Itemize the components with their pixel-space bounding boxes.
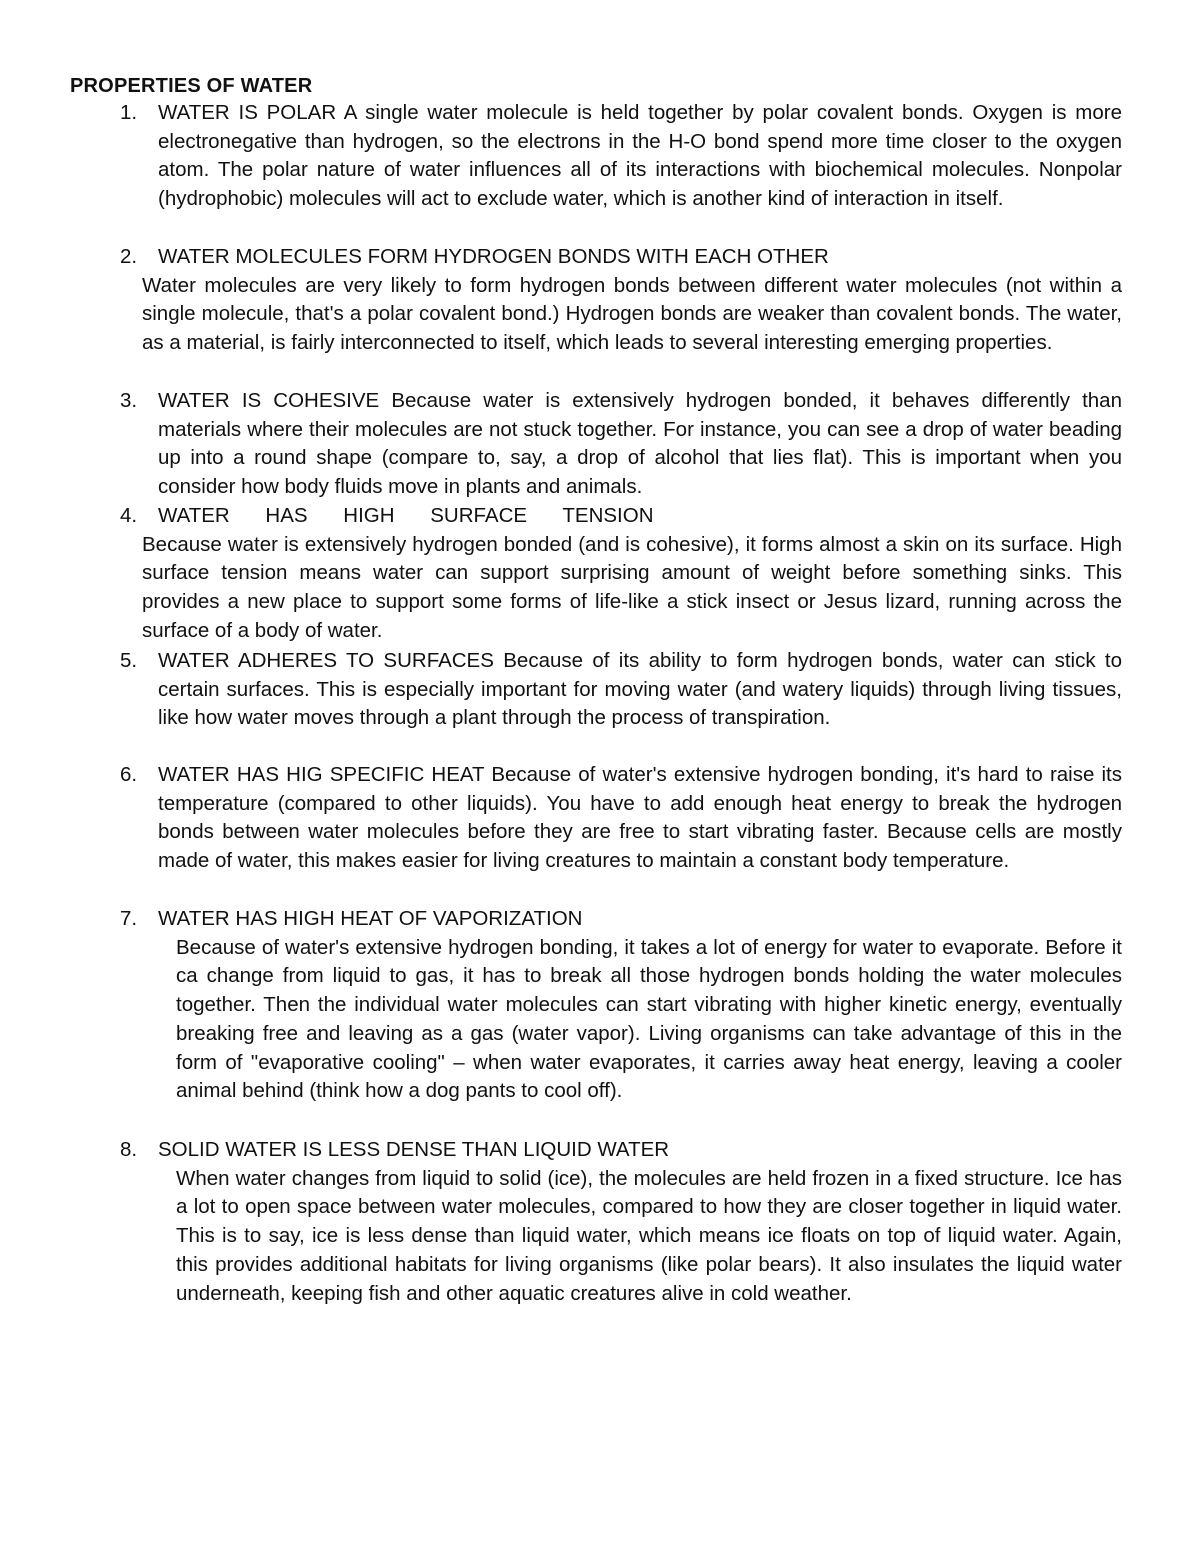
item-heading: WATER HAS HIGH HEAT OF VAPORIZATION — [158, 907, 583, 930]
list-item-7 — [120, 905, 1122, 1106]
item-number: 2. — [120, 245, 138, 268]
item-body: Because of water's extensive hydrogen bonding, it's hard to raise its temperature (compared to other liquids). You have to add enough heat energy to break the hydrogen bonds between water molecules before they are free to start vibrating faster. Because cells are mostly made of water, this makes easier for living creatures to maintain a constant body temperature. — [158, 763, 1123, 873]
item-text — [158, 387, 1122, 502]
item-body: Because of its ability to form hydrogen bonds, water can stick to certain surfaces. This is especially important for moving water (and watery liquids) through living tissues, like how water moves through a plant through the process of transpiration. — [158, 649, 1122, 730]
item-text — [158, 99, 1122, 214]
item-heading: WATER IS POLAR — [158, 101, 337, 124]
item-body: A single water molecule is held together by polar covalent bonds. Oxygen is more electronegative than hydrogen, so the electrons in the H-O bond spend more time closer to the oxygen atom. The polar nature of water influences all of its interactions with biochemical molecules. Nonpolar (hydrophobic) molecules will act to exclude water, which is another kind of interaction in itself. — [158, 101, 1122, 211]
item-number: 6. — [120, 763, 138, 786]
item-body: Water molecules are very likely to form hydrogen bonds between different water molecules (not within a single molecule, that's a polar covalent bond.) Hydrogen bonds are weaker than covalent bonds. The water, as a material, is fairly interconnected to itself, which leads to several interesting emerging properties. — [142, 273, 1122, 355]
item-heading: WATER IS COHESIVE — [158, 389, 380, 412]
list-item-2 — [120, 243, 1122, 358]
item-body: Because of water's extensive hydrogen bonding, it takes a lot of energy for water to evaporate. Before it ca change from liquid to gas, it has to break all those hydrogen bonds holding the water molecules together. Then the individual water molecules can start vibrating with higher kinetic energy, eventually breaking free and leaving as a gas (water vapor). Living organisms can take advantage of this in the form of "evaporative cooling" – when water evaporates, it carries away heat energy, leaving a cooler animal behind (think how a dog pants to cool off). — [176, 935, 1122, 1103]
list-item-5 — [120, 647, 1122, 733]
item-text — [158, 647, 1122, 733]
item-number: 7. — [120, 907, 138, 930]
item-body: When water changes from liquid to solid (ice), the molecules are held frozen in a fixed structure. Ice has a lot to open space between water molecules, compared to how they are closer together in liquid water. This is to say, ice is less dense than liquid water, which means ice floats on top of liquid water. Again, this provides additional habitats for living organisms (like polar bears). It also insulates the liquid water underneath, keeping fish and other aquatic creatures alive in cold weather. — [176, 1166, 1122, 1305]
item-heading: WATER HAS HIGH SURFACE TENSION — [158, 504, 654, 527]
list-item-3 — [120, 387, 1122, 502]
list-item-8 — [120, 1136, 1122, 1308]
item-number: 5. — [120, 649, 138, 672]
item-heading: SOLID WATER IS LESS DENSE THAN LIQUID WATER — [158, 1138, 670, 1161]
item-body: Because water is extensively hydrogen bonded (and is cohesive), it forms almost a skin on its surface. High surface tension means water can support surprising amount of weight before something sinks. This provides a new place to support some forms of life-like a stick insect or Jesus lizard, running across the surface of a body of water. — [142, 532, 1122, 642]
item-text — [158, 761, 1122, 876]
item-number: 3. — [120, 389, 138, 412]
page-title: PROPERTIES OF WATER — [70, 75, 313, 97]
list-item-6 — [120, 761, 1122, 876]
list-item-4 — [120, 502, 1122, 646]
item-heading: WATER MOLECULES FORM HYDROGEN BONDS WITH EACH OTHER — [158, 245, 829, 268]
item-body: Because water is extensively hydrogen bonded, it behaves differently than materials where their molecules are not stuck together. For instance, you can see a drop of water beading up into a round shape (compare to, say, a drop of alcohol that lies flat). This is important when you consider how body fluids move in plants and animals. — [158, 389, 1122, 499]
item-heading: WATER HAS HIG SPECIFIC HEAT — [158, 763, 485, 786]
item-number: 8. — [120, 1138, 138, 1161]
item-number: 1. — [120, 101, 138, 124]
item-heading: WATER ADHERES TO SURFACES — [158, 649, 494, 672]
item-number: 4. — [120, 504, 138, 527]
list-item-1 — [120, 99, 1122, 214]
